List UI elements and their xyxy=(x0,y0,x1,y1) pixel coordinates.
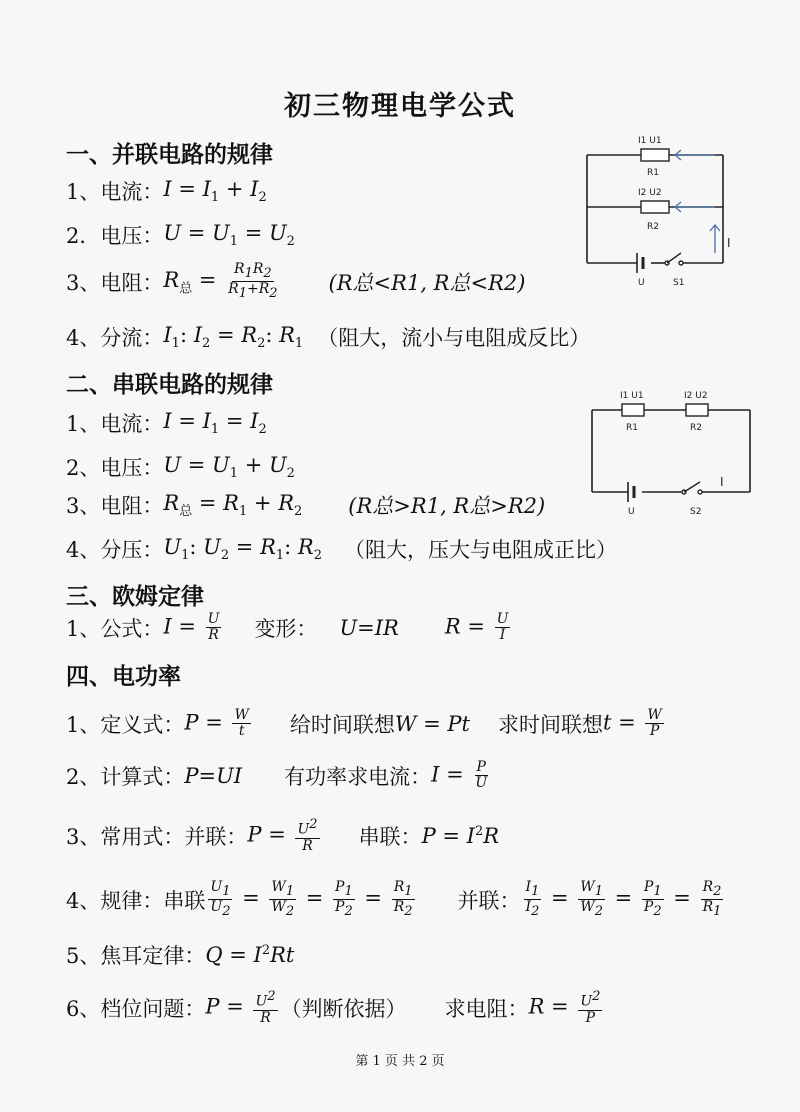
joule-law-line xyxy=(66,940,294,970)
formula-note: (R总<R1, R总<R2) xyxy=(328,270,526,295)
section-heading-power: 四、电功率 xyxy=(66,663,181,690)
fraction: $\frac{U_1}{U_2}$ xyxy=(210,879,231,919)
label-r1: R1 xyxy=(626,423,638,433)
line-label: 求时间联想 xyxy=(497,712,603,737)
power-rule-line xyxy=(66,880,726,919)
formula: P = $\frac{U^2}{R}$ xyxy=(247,817,318,855)
gear-problem-line xyxy=(66,990,605,1026)
line-label: 1、电流： xyxy=(66,412,164,436)
formula: I = $\frac{U}{R}$ xyxy=(163,611,220,644)
label-switch: S2 xyxy=(690,507,702,517)
fraction: $\frac{U^2}{R}$ xyxy=(255,989,276,1027)
power-common-line xyxy=(66,818,499,854)
line-label: 求电阻： xyxy=(444,997,529,1022)
formula: t = $\frac{W}{P}$ xyxy=(602,707,662,740)
line-label: 2、计算式： xyxy=(66,764,185,789)
fraction: $\frac{I_1}{I_2}$ xyxy=(525,879,540,919)
line-label: 给时间联想 xyxy=(289,712,395,737)
power-calculation-line xyxy=(66,760,492,792)
fraction: $\frac{U}{I}$ xyxy=(496,611,509,644)
line-label: 有功率求电流： xyxy=(284,764,432,789)
fraction: $\frac{R_1R_2}{R_1+R_2}$ xyxy=(228,261,278,301)
section-heading-series: 二、串联电路的规律 xyxy=(66,371,273,398)
formula: $\frac{U_1}{U_2}$ = $\frac{W_1}{W_2}$ = $\frac{P_1}{P_2}$ = $\frac{R_1}{R_2}$ xyxy=(210,879,413,919)
formula: $I = I_1 + I_2$ xyxy=(163,176,267,206)
line-label: 4、分压： xyxy=(66,538,164,562)
series-circuit-diagram xyxy=(580,382,755,517)
formula: $R_总$ = $\frac{R_1R_2}{R_1+R_2}$ xyxy=(163,261,278,301)
line-label: 1、定义式： xyxy=(66,712,185,737)
page-title: 初三物理电学公式 xyxy=(284,91,516,122)
formula: $U = U_1 = U_2$ xyxy=(163,220,295,250)
formula: P=UI xyxy=(184,763,243,788)
parallel-current-line xyxy=(66,176,267,206)
label-r2: R2 xyxy=(690,423,702,433)
fraction: $\frac{W}{P}$ xyxy=(647,707,662,740)
section-heading-ohm: 三、欧姆定律 xyxy=(66,583,204,610)
label-i: I xyxy=(727,236,731,250)
power-definition-line xyxy=(66,708,667,740)
formula: $Q = I^2Rt$ xyxy=(205,943,295,967)
page-footer: 第 1 页 共 2 页 xyxy=(355,1054,445,1069)
line-label: 2．电压： xyxy=(66,224,164,248)
series-divider-line xyxy=(66,534,617,564)
battery-icon xyxy=(628,482,634,502)
fraction: $\frac{W_1}{W_2}$ xyxy=(271,879,295,919)
formula: R = $\frac{U^2}{P}$ xyxy=(528,989,601,1027)
line-label: 3、电阻： xyxy=(66,494,164,518)
parallel-voltage-line xyxy=(66,220,295,250)
line-label: 4、规律：串联 xyxy=(66,888,206,913)
line-label: 2、电压： xyxy=(66,456,164,480)
formula: P = $\frac{U^2}{R}$ xyxy=(205,989,276,1027)
formula-note: （阻大，压大与电阻成正比） xyxy=(344,538,618,562)
formula: W = Pt xyxy=(394,711,470,736)
label-i1u1: I1 U1 xyxy=(638,136,662,146)
line-label: 3、常用式：并联： xyxy=(66,825,248,850)
formula: U=IR xyxy=(339,615,399,640)
formula-note: （判断依据） xyxy=(280,997,407,1022)
label-i2u2: I2 U2 xyxy=(684,391,708,401)
formula: $U = U_1 + U_2$ xyxy=(163,452,295,482)
formula: R = $\frac{U}{I}$ xyxy=(444,611,509,644)
line-label: 4、分流： xyxy=(66,326,164,350)
parallel-circuit-diagram xyxy=(575,125,740,295)
fraction: $\frac{W_1}{W_2}$ xyxy=(580,879,603,919)
fraction: $\frac{P}{U}$ xyxy=(475,759,488,792)
line-label: 1、电流： xyxy=(66,180,164,204)
formula: $I_1$: $I_2 = R_2$: $R_1$ xyxy=(163,322,304,352)
formula: P = $\frac{W}{t}$ xyxy=(184,707,249,740)
fraction: $\frac{U}{R}$ xyxy=(207,611,220,644)
line-label: 并联： xyxy=(457,888,521,913)
line-label: 串联： xyxy=(358,825,422,850)
line-label: 5、焦耳定律： xyxy=(66,944,206,968)
label-i2u2: I2 U2 xyxy=(638,188,662,198)
label-u: U xyxy=(628,507,635,517)
switch-icon xyxy=(665,253,683,265)
fraction: $\frac{P_1}{P_2}$ xyxy=(335,879,353,919)
line-label: 3、电阻： xyxy=(66,270,164,295)
label-u: U xyxy=(638,278,645,288)
section-heading-parallel: 一、并联电路的规律 xyxy=(66,141,273,168)
fraction: $\frac{U^2}{P}$ xyxy=(580,989,601,1027)
formula: $I = I_1 = I_2$ xyxy=(163,408,267,438)
formula: $R_总 = R_1 + R_2$ xyxy=(163,490,303,520)
line-label: 1、公式： xyxy=(66,616,164,641)
formula: $U_1$: $U_2 = R_1$: $R_2$ xyxy=(163,534,323,564)
resistor-r2 xyxy=(641,201,669,213)
line-label: 6、档位问题： xyxy=(66,997,206,1022)
resistor-r2 xyxy=(686,404,708,416)
resistor-r1 xyxy=(622,404,644,416)
parallel-resistance-line xyxy=(66,262,525,301)
series-resistance-line xyxy=(66,490,545,520)
fraction: $\frac{P_1}{P_2}$ xyxy=(643,879,662,919)
formula: $\frac{I_1}{I_2}$ = $\frac{W_1}{W_2}$ = $\frac{P_1}{P_2}$ = $\frac{R_2}{R_1}$ xyxy=(525,879,722,919)
label-i: I xyxy=(720,475,724,489)
label-i1u1: I1 U1 xyxy=(620,391,644,401)
resistor-r1 xyxy=(641,149,669,161)
battery-icon xyxy=(637,253,643,273)
label-r2: R2 xyxy=(647,222,659,232)
parallel-shunt-line xyxy=(66,322,590,352)
series-voltage-line xyxy=(66,452,295,482)
current-arrows xyxy=(675,150,720,253)
fraction: $\frac{W}{t}$ xyxy=(234,707,249,740)
formula: I = $\frac{P}{U}$ xyxy=(431,759,488,792)
line-label: 变形： xyxy=(254,616,318,641)
formula-note: （阻大，流小与电阻成反比） xyxy=(317,326,591,350)
label-r1: R1 xyxy=(647,168,659,178)
ohm-formula-line xyxy=(66,612,513,644)
switch-icon xyxy=(682,482,702,494)
fraction: $\frac{R_2}{R_1}$ xyxy=(702,879,722,919)
fraction: $\frac{R_1}{R_2}$ xyxy=(393,879,413,919)
formula: $P = I^2R$ xyxy=(421,824,500,849)
fraction: $\frac{U^2}{R}$ xyxy=(297,817,318,855)
series-current-line xyxy=(66,408,267,438)
formula-note: (R总>R1, R总>R2) xyxy=(348,494,546,518)
label-switch: S1 xyxy=(673,278,685,288)
